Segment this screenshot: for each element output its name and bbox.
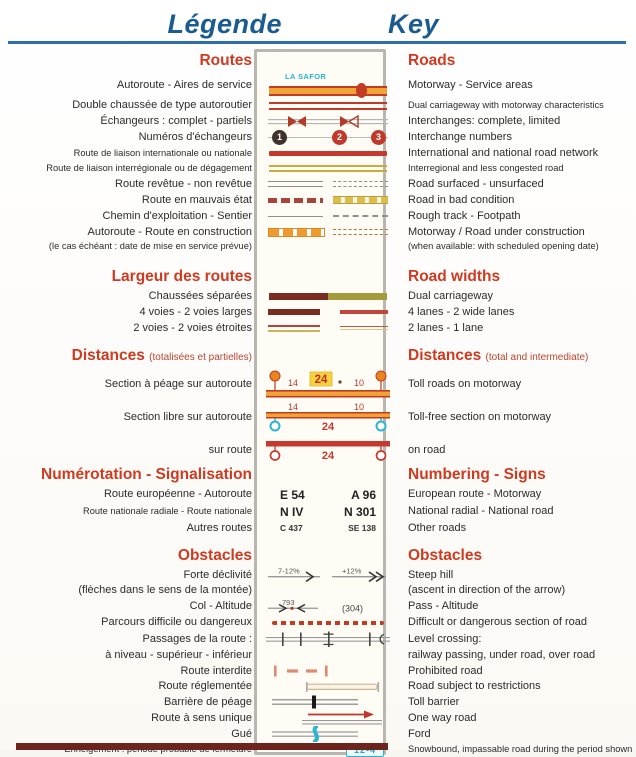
route-number-e: E 54 (280, 487, 305, 502)
one-lane-icon (340, 326, 388, 330)
section-title-fr-note: (totalisées et partielles) (149, 352, 252, 364)
pass-altitude-icon (266, 599, 390, 615)
gradient-label: +12% (342, 567, 362, 576)
note-en: (when available: with scheduled opening date) (408, 241, 599, 252)
label-fr: Double chaussée de type autoroutier (72, 99, 252, 112)
next-section-edge (16, 743, 388, 750)
symbol-one-way (260, 710, 396, 726)
service-area-icon (356, 83, 367, 98)
row-ford (0, 726, 636, 742)
row-steep-note (0, 583, 636, 598)
label-fr: Barrière de péage (163, 695, 252, 708)
symbol-interchanges (260, 113, 396, 129)
row-construction (0, 224, 636, 240)
row-interregional (0, 161, 636, 176)
row-toll-motorway (0, 367, 636, 401)
label-en: Dual carriageway (408, 289, 493, 302)
row-interchange-numbers (0, 129, 636, 146)
symbol-road-numbers (260, 505, 396, 519)
label-fr: Numéros d'échangeurs (138, 131, 252, 144)
page-title-en: Key (388, 9, 440, 39)
row-interchanges (0, 113, 636, 129)
symbol-difficult-road (260, 621, 396, 625)
symbol-prohibited (260, 665, 396, 677)
label-fr: Route en mauvais état (141, 193, 252, 206)
bad-road-icon (268, 198, 323, 203)
section-numbering (0, 463, 636, 486)
motorway-line-icon (269, 86, 387, 96)
section-obstacles (0, 544, 636, 567)
row-4-lanes (0, 304, 636, 320)
row-construction-note (0, 240, 636, 253)
surfaced-road-icon (268, 181, 323, 187)
separate-carriageways-icon (269, 293, 387, 300)
route-number-c: C 437 (280, 523, 303, 533)
row-international (0, 146, 636, 161)
distance-value: 14 (288, 378, 299, 388)
symbol-dual-carriageway (260, 102, 396, 110)
map-area-label: LA SAFOR (285, 72, 327, 81)
symbol-tollfree-distances (260, 402, 396, 432)
rough-track-icon (268, 216, 323, 217)
header-french (0, 9, 322, 44)
distance-total: 24 (321, 450, 335, 462)
row-track (0, 208, 636, 224)
route-number-n1: N IV (280, 504, 304, 519)
label-en: Other roads (408, 521, 467, 534)
section-title-fr: Routes (199, 52, 252, 70)
label-en: Interchange numbers (408, 131, 512, 144)
symbol-international-road (260, 151, 396, 156)
label-en: Level crossing: (408, 632, 482, 645)
label-fr: Parcours difficile ou dangereux (101, 616, 252, 629)
distance-value: 14 (288, 402, 299, 412)
altitude-label: 793 (282, 598, 295, 607)
symbol-level-crossing (260, 630, 396, 648)
label-en: Ford (408, 727, 431, 740)
label-fr: Route de liaison interrégionale ou de dégagement (46, 163, 252, 174)
symbol-steep-hill (260, 567, 396, 583)
toll-distance-icon (266, 368, 390, 400)
label-fr: Route européenne - Autoroute (103, 488, 252, 501)
symbol-track-footpath (260, 215, 396, 217)
label-fr: Autres routes (186, 521, 252, 534)
row-motorway (0, 72, 636, 98)
route-number-a: A 96 (351, 487, 376, 502)
row-bad-condition (0, 192, 636, 208)
symbol-ford (260, 726, 396, 742)
label-en: on road (408, 443, 446, 456)
row-dual-motorway (0, 98, 636, 113)
label-fr: Col - Altitude (189, 600, 252, 613)
steep-hill-icon (266, 567, 390, 583)
section-distances (0, 344, 636, 367)
symbol-onroad-distances (260, 438, 396, 462)
toll-barrier-icon (272, 695, 364, 709)
label-en: One way road (408, 711, 477, 724)
label-en: Dual carriageway with motorway characteristics (408, 100, 604, 111)
label-fr: à niveau - supérieur - inférieur (105, 649, 252, 662)
section-title-fr: Largeur des routes (111, 268, 252, 286)
note-fr: (flèches dans le sens de la montée) (78, 584, 252, 597)
section-title-fr (0, 347, 260, 365)
label-en: 2 lanes - 1 lane (408, 321, 484, 334)
distance-total: 24 (321, 421, 335, 432)
label-fr: Chaussées séparées (148, 289, 252, 302)
level-crossing-icon (266, 630, 390, 648)
symbol-4-lanes (260, 309, 396, 315)
section-title-fr: Numérotation - Signalisation (41, 466, 252, 484)
label-en: International and national road network (408, 147, 599, 160)
label-en: Road in bad condition (408, 193, 515, 206)
label-en: Steep hill (408, 568, 454, 581)
label-en: Prohibited road (408, 664, 483, 677)
distance-total: 24 (314, 374, 328, 386)
label-fr: 2 voies - 2 voies étroites (133, 321, 252, 334)
interchange-number-3-icon: 3 (371, 130, 386, 145)
unsurfaced-road-icon (333, 181, 388, 187)
legend-body (0, 49, 636, 757)
onroad-distance-icon (266, 438, 390, 462)
distance-value: 10 (354, 402, 365, 412)
two-lane-icon (268, 325, 320, 332)
row-restricted (0, 679, 636, 694)
row-on-road (0, 437, 636, 463)
row-prohibited (0, 663, 636, 679)
label-en: Toll roads on motorway (408, 377, 522, 390)
label-fr: Gué (231, 727, 252, 740)
section-title-en-note: (total and intermediate) (485, 352, 589, 364)
interchange-number-2-icon: 2 (332, 130, 347, 145)
section-title-en-main: Distances (408, 347, 482, 365)
label-fr: Route nationale radiale - Route nationale (82, 506, 252, 517)
label-fr: Section à péage sur autoroute (104, 377, 252, 390)
row-toll-barrier (0, 694, 636, 710)
row-national-route (0, 503, 636, 520)
symbol-bad-condition (260, 196, 396, 204)
label-en: Pass - Altitude (408, 600, 479, 613)
header-rule-left (8, 41, 322, 44)
section-title-en: Road widths (408, 268, 501, 286)
footpath-icon (333, 215, 388, 217)
interchange-number-1-icon: 1 (272, 130, 287, 145)
label-fr: Route réglementée (158, 680, 252, 693)
interchange-icon (268, 113, 388, 129)
note-fr: (le cas échéant : date de mise en service prévue) (48, 241, 252, 252)
label-en: railway passing, under road, over road (408, 649, 596, 662)
row-surfaced (0, 176, 636, 192)
symbol-separate-carriageways (260, 293, 396, 300)
label-en: Interregional and less congested road (408, 163, 564, 174)
road-construction-icon (333, 229, 388, 235)
one-way-icon (300, 710, 384, 726)
label-fr: Route revêtue - non revêtue (115, 177, 252, 190)
dual-carriageway-icon (269, 102, 387, 110)
label-en: Snowbound, impassable road during the period shown (408, 744, 633, 755)
symbol-interchange-numbers (260, 130, 396, 146)
section-title-en: Roads (408, 52, 456, 70)
symbol-restricted (260, 682, 396, 692)
header-english (322, 9, 636, 44)
label-fr: Autoroute - Route en construction (87, 225, 252, 238)
label-en: Difficult or dangerous section of road (408, 616, 587, 629)
label-en: Toll-free section on motorway (408, 410, 552, 423)
row-one-way (0, 710, 636, 726)
gradient-label: 7-12% (278, 567, 300, 576)
row-european-route (0, 486, 636, 503)
section-title-fr-main: Distances (71, 347, 145, 365)
label-fr: sur route (208, 443, 252, 456)
label-fr: Échangeurs : complet - partiels (100, 114, 252, 127)
route-number-n2: N 301 (343, 504, 376, 519)
page-title-fr: Légende (167, 9, 282, 39)
row-2-lanes (0, 320, 636, 336)
section-title-fr: Obstacles (177, 547, 252, 565)
section-routes (0, 49, 636, 72)
row-steep-hill (0, 567, 636, 583)
label-fr: Autoroute - Aires de service (116, 78, 252, 91)
symbol-motorway (260, 72, 396, 98)
route-number-se: SE 138 (348, 523, 376, 533)
restricted-road-icon (304, 682, 384, 692)
label-en: Motorway / Road under construction (408, 225, 585, 238)
distance-value: 10 (354, 378, 365, 388)
label-en: European route - Motorway (408, 488, 542, 501)
row-tollfree-motorway (0, 401, 636, 433)
interregional-road-icon (269, 165, 387, 172)
header-rule-right (322, 41, 626, 44)
bad-road-alt-icon (333, 196, 388, 204)
label-fr: Passages de la route : (142, 632, 252, 645)
label-en: Rough track - Footpath (408, 209, 521, 222)
section-widths (0, 265, 636, 288)
row-separate-carriageways (0, 288, 636, 304)
label-en: Road surfaced - unsurfaced (408, 177, 544, 190)
row-level-crossing (0, 630, 636, 648)
motorway-construction-icon (268, 228, 325, 237)
note-en: (ascent in direction of the arrow) (408, 584, 566, 597)
label-fr: Section libre sur autoroute (123, 410, 252, 423)
international-road-icon (269, 151, 387, 156)
symbol-toll-barrier (260, 695, 396, 709)
label-en: Motorway - Service areas (408, 78, 533, 91)
tollfree-distance-icon (266, 402, 390, 432)
symbol-road-numbers (260, 523, 396, 533)
dangerous-road-icon (272, 621, 384, 625)
label-en: Toll barrier (408, 695, 460, 708)
section-title-en (396, 347, 636, 365)
label-fr: Chemin d'exploitation - Sentier (102, 209, 252, 222)
row-pass-altitude (0, 598, 636, 615)
symbol-toll-distances (260, 368, 396, 400)
label-en: Road subject to restrictions (408, 680, 541, 693)
label-fr: Route à sens unique (151, 711, 252, 724)
label-fr: 4 voies - 2 voies larges (139, 305, 252, 318)
symbol-interregional-road (260, 165, 396, 172)
symbol-2-lanes (260, 325, 396, 332)
label-fr: Forte déclivité (183, 568, 252, 581)
row-difficult (0, 615, 636, 630)
prohibited-road-icon (272, 665, 362, 677)
altitude-alt-label: (304) (342, 603, 364, 613)
header (0, 0, 636, 44)
label-en: National radial - National road (408, 505, 554, 518)
symbol-pass (260, 599, 396, 615)
symbol-road-numbers (260, 488, 396, 502)
label-en: Interchanges: complete, limited (408, 114, 561, 127)
label-en: 4 lanes - 2 wide lanes (408, 305, 515, 318)
two-wide-lane-icon (340, 310, 388, 314)
symbol-construction (260, 228, 396, 237)
row-other-roads (0, 520, 636, 536)
section-title-en: Obstacles (408, 547, 483, 565)
section-title-en: Numbering - Signs (408, 466, 546, 484)
label-fr: Route de liaison internationale ou nationale (73, 148, 252, 159)
row-crossing-detail (0, 648, 636, 663)
four-lane-icon (268, 309, 320, 315)
ford-icon (272, 726, 364, 742)
label-fr: Route interdite (180, 664, 252, 677)
symbol-surfaced-unsurfaced (260, 181, 396, 187)
